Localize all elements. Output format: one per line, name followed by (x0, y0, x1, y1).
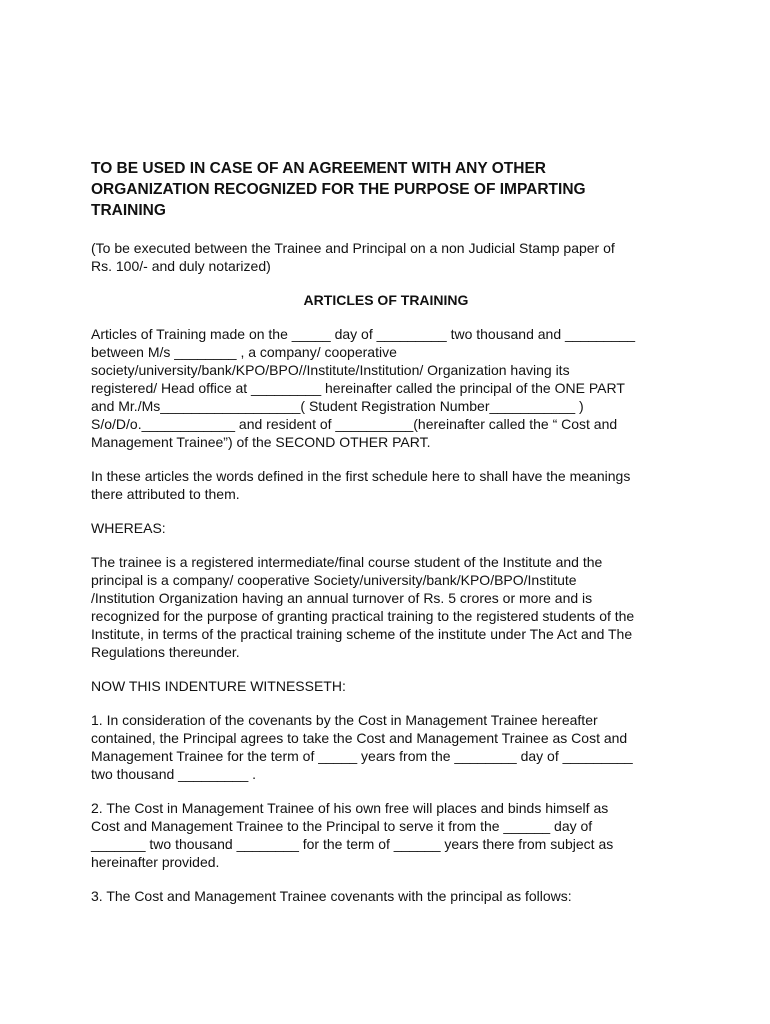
clause-1: 1. In consideration of the covenants by the Cost in Management Trainee hereafter contained, the Principal agrees to take the Cost and Management Trainee as Cost and Management Trainee for the term of _____ years from the ________ day of _________ two thousand _________ . (91, 712, 633, 782)
document-heading: TO BE USED IN CASE OF AN AGREEMENT WITH ANY OTHER ORGANIZATION RECOGNIZED FOR THE PURPOSE OF IMPARTING TRAINING (91, 160, 586, 219)
whereas-label: WHEREAS: (91, 520, 166, 536)
definitions-paragraph: In these articles the words defined in the first schedule here to shall have the meanings there attributed to them. (91, 468, 631, 502)
execution-note: (To be executed between the Trainee and Principal on a non Judicial Stamp paper of Rs. 100/- and duly notarized) (91, 240, 615, 274)
clause-2: 2. The Cost in Management Trainee of his own free will places and binds himself as Cost and Management Trainee to the Principal to serve it from the ______ day of _______ two thousand ________ for the term of ______ years there from subject as hereinafter provided. (91, 800, 614, 870)
witnesseth-label: NOW THIS INDENTURE WITNESSETH: (91, 678, 346, 694)
section-title: ARTICLES OF TRAINING (303, 292, 469, 308)
articles-paragraph: Articles of Training made on the _____ day of _________ two thousand and _________ between M/s ________ , a company/ cooperative society/university/bank/KPO/BPO//Institute/Institution/ Organization having its registered/ Head office at _________ hereinafter called the principal of the ONE PART and Mr./Ms__________________( Student Registration Number___________ ) S/o/D/o.____________ and resident of __________(hereinafter called the “ Cost and Management Trainee”) of the SECOND OTHER PART. (91, 326, 636, 450)
clause-3: 3. The Cost and Management Trainee covenants with the principal as follows: (91, 888, 572, 904)
document-page (91, 158, 691, 921)
trainee-paragraph: The trainee is a registered intermediate/final course student of the Institute and the principal is a company/ cooperative Society/university/bank/KPO/BPO/Institute /Institution Organization having an annual turnover of Rs. 5 crores or more and is recognized for the purpose of granting practical training to the registered students of the Institute, in terms of the practical training scheme of the institute under The Act and The Regulations thereunder. (91, 554, 635, 660)
